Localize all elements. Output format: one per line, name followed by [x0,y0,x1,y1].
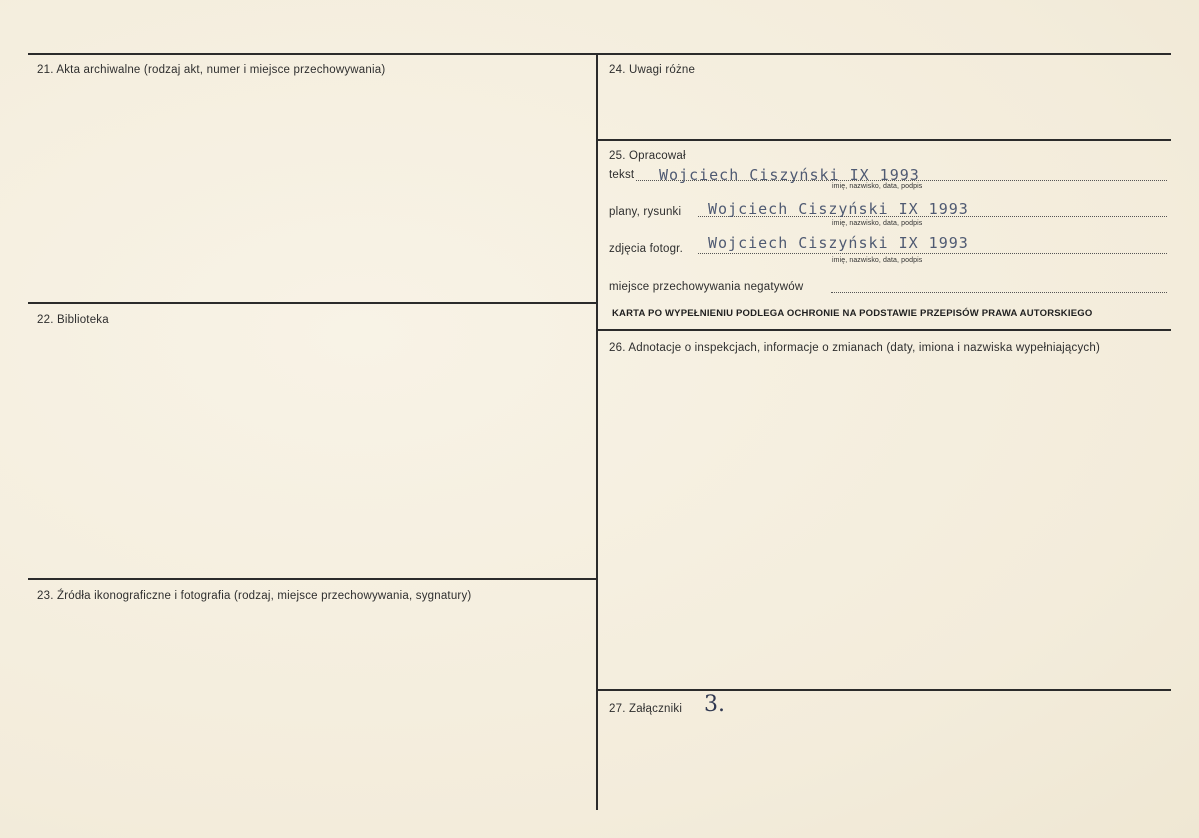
rule-after-22 [28,578,597,580]
tekst-caption: imię, nazwisko, data, podpis [832,183,923,190]
tekst-label: tekst [609,169,635,181]
section-26-label: 26. Adnotacje o inspekcjach, informacje o zmianach (daty, imiona i nazwiska wypełniających) [609,342,1100,354]
rule-after-26 [597,689,1171,691]
attachments-value: 3. [704,692,725,717]
rule-after-24 [597,139,1171,141]
tekst-value: Wojciech Ciszyński IX 1993 [659,166,920,184]
zdjecia-dotted-line [698,253,1167,254]
zdjecia-label: zdjęcia fotogr. [609,243,683,255]
plany-label: plany, rysunki [609,206,682,218]
section-23-label: 23. Źródła ikonograficzne i fotografia (rodzaj, miejsce przechowywania, sygnatury) [37,590,472,602]
plany-caption: imię, nazwisko, data, podpis [832,220,923,227]
plany-value: Wojciech Ciszyński IX 1993 [708,200,969,218]
rule-after-21 [28,302,597,304]
section-25-label: 25. Opracował [609,150,686,162]
top-rule [28,53,1171,55]
section-27-label: 27. Załączniki [609,703,683,715]
zdjecia-value: Wojciech Ciszyński IX 1993 [708,234,969,252]
section-24-label: 24. Uwagi różne [609,64,696,76]
rule-after-25 [597,329,1171,331]
copyright-notice: KARTA PO WYPEŁNIENIU PODLEGA OCHRONIE NA PODSTAWIE PRZEPISÓW PRAWA AUTORSKIEGO [612,308,1093,319]
negatywy-dotted-line [831,292,1167,293]
section-22-label: 22. Biblioteka [37,314,109,326]
negatywy-label: miejsce przechowywania negatywów [609,281,804,293]
center-divider [596,53,598,810]
zdjecia-caption: imię, nazwisko, data, podpis [832,257,923,264]
section-21-label: 21. Akta archiwalne (rodzaj akt, numer i miejsce przechowywania) [37,64,386,76]
